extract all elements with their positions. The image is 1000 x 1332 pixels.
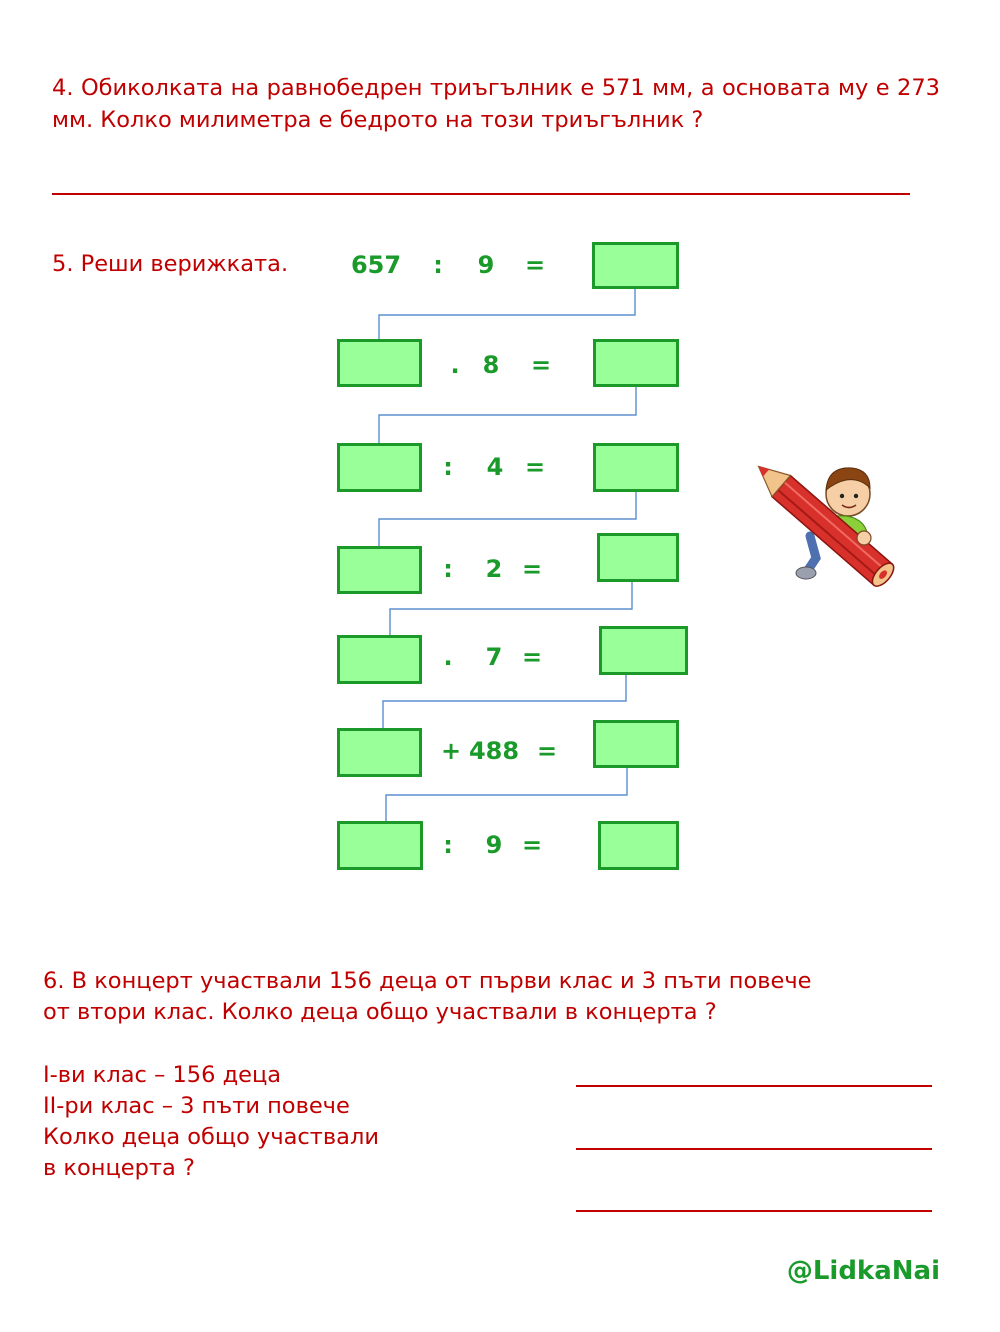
row6-input-box[interactable]	[337, 728, 422, 777]
row2-input-box[interactable]	[337, 339, 422, 387]
row5-operator: .	[443, 643, 453, 671]
row6-number: 488	[468, 737, 520, 765]
row2-equals: =	[530, 351, 552, 379]
row5-result-box[interactable]	[599, 626, 688, 675]
row4-operator: :	[443, 555, 453, 583]
row3-number: 4	[486, 453, 504, 481]
task4-text: 4. Обиколката на равнобедрен триъгълник е 571 мм, а основата му е 273 мм. Колко милиметра е бедрото на този триъгълник ?	[52, 75, 940, 133]
row5-input-box[interactable]	[337, 635, 422, 684]
row7-operator: :	[443, 831, 453, 859]
task6-answer-line-3[interactable]	[576, 1210, 932, 1212]
pencil-boy-illustration	[752, 440, 912, 625]
row4-number: 2	[485, 555, 503, 583]
row4-result-box[interactable]	[597, 533, 679, 582]
task4-answer-line[interactable]	[52, 193, 910, 195]
task6-data3: Колко деца общо участвали	[43, 1124, 379, 1150]
task6-data2: II-ри клас – 3 пъти повече	[43, 1093, 350, 1119]
connector-2	[379, 386, 636, 444]
connector-4	[390, 581, 632, 636]
row3-result-box[interactable]	[593, 443, 679, 492]
connector-1	[379, 288, 635, 340]
task6-line2: от втори клас. Колко деца общо участвали в концерта ?	[43, 999, 717, 1025]
row3-equals: =	[524, 453, 546, 481]
task6-data1: I-ви клас – 156 деца	[43, 1062, 282, 1088]
row7-number: 9	[485, 831, 503, 859]
start-value: 657	[350, 251, 402, 279]
task6-line1: 6. В концерт участвали 156 деца от първи клас и 3 пъти повече	[43, 968, 812, 994]
task6-question	[43, 966, 811, 1028]
row2-number: 8	[482, 351, 500, 379]
row4-equals: =	[521, 555, 543, 583]
row2-result-box[interactable]	[593, 339, 679, 387]
row1-operator: :	[433, 251, 443, 279]
task6-answer-line-2[interactable]	[576, 1148, 932, 1150]
row7-result-box[interactable]	[598, 821, 679, 870]
row5-equals: =	[521, 643, 543, 671]
task6-data	[43, 1060, 379, 1184]
row3-input-box[interactable]	[337, 443, 422, 492]
task6-data4: в концерта ?	[43, 1155, 195, 1181]
row5-number: 7	[485, 643, 503, 671]
row1-equals: =	[524, 251, 546, 279]
row1-result-box[interactable]	[592, 242, 679, 289]
row1-number: 9	[477, 251, 495, 279]
task5-label: 5. Реши верижката.	[52, 251, 289, 277]
row3-operator: :	[443, 453, 453, 481]
row7-equals: =	[521, 831, 543, 859]
row2-operator: .	[450, 351, 460, 379]
task6-answer-line-1[interactable]	[576, 1085, 932, 1087]
row6-result-box[interactable]	[593, 720, 679, 768]
row6-operator: +	[440, 737, 462, 765]
author-credit: @LidkaNai	[786, 1256, 940, 1286]
row7-input-box[interactable]	[337, 821, 423, 870]
row4-input-box[interactable]	[337, 546, 422, 594]
connector-6	[386, 767, 627, 822]
row6-equals: =	[536, 737, 558, 765]
